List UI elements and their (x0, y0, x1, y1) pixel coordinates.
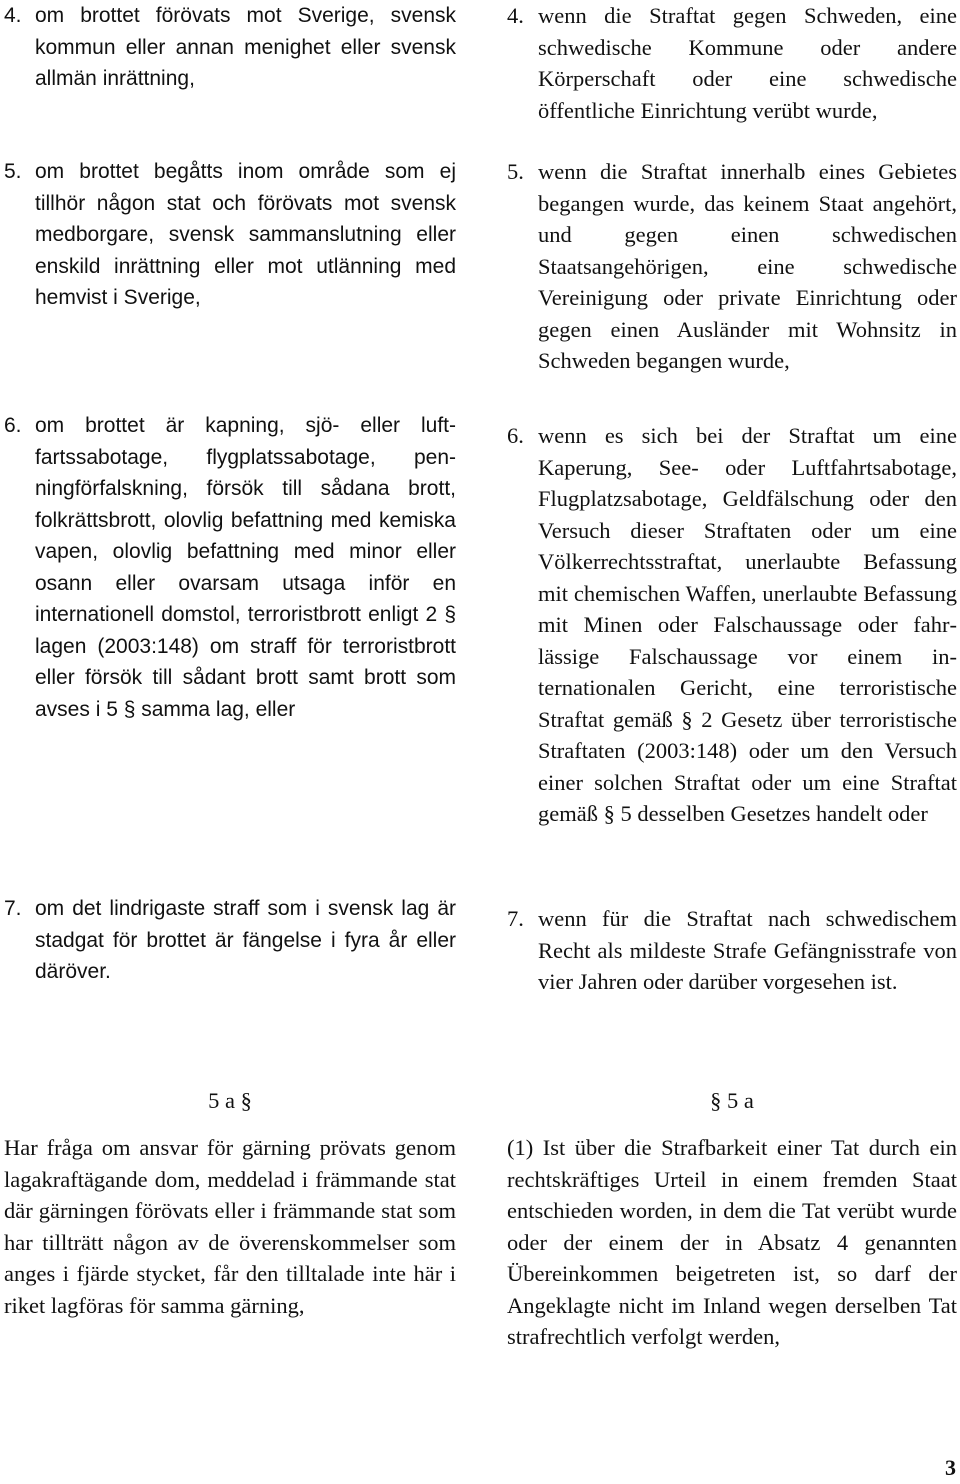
swedish-item-5 (4, 156, 456, 314)
item-number: 4. (4, 4, 22, 27)
item-text: om brottet är kapning, sjö- eller luftfartssabotage, flygplatssabotage, penningförfalskning, försök till sådana brott, folkrättsbrott, olovlig befattning med kemiska vapen, olovlig befattning med minor eller osann eller ovarsam utsaga inför en internationell domstol, terroristbrott enligt 2 § lagen (2003:148) om straff för terroristbrott eller försök till sådant brott samt brott som avses i 5 § samma lag, eller (35, 414, 456, 721)
section-paragraph: Har fråga om ansvar för gärning prövats genom lagakraftägande dom, meddelad i främmande stat där gärningen förövats eller i främmande stat som har tillträtt någon av de överenskommelser som anges i fjärde stycket, får den tilltalade inte här i riket lagföras för samma gärning, (4, 1135, 456, 1318)
item-number: 6. (507, 423, 524, 448)
item-number: 4. (507, 3, 524, 28)
item-text: wenn für die Straftat nach schwedischem Recht als mildeste Strafe Gefängnisstrafe von vier Jahren oder darüber vorgesehen ist. (538, 906, 957, 994)
item-number: 6. (4, 414, 22, 437)
swedish-item-4 (4, 0, 456, 95)
german-item-7 (507, 903, 957, 998)
item-number: 7. (4, 897, 22, 920)
item-text: om brottet förövats mot Sverige, svensk kommun eller annan menighet eller svensk allmän inrättning, (35, 4, 456, 90)
item-number: 5. (4, 160, 22, 183)
item-number: 5. (507, 159, 524, 184)
item-text: wenn es sich bei der Straftat um eine Kaperung, See- oder Luftfahrtsabotage, Flugplatzsabotage, Geldfälschung oder den Versuch dieser Straftaten oder um eine Völkerrechtsstraftat, unerlaubte Befassung mit chemischen Waffen, unerlaubte Befassung mit Minen oder Falschaussage oder fahrlässige Falschaussage vor einem internationalen Gericht, eine terroristische Straftat gemäß § 2 Gesetz über terroristische Straftaten (2003:148) oder um den Versuch einer solchen Straftat oder um eine Straftat gemäß § 5 desselben Gesetzes handelt oder (538, 423, 957, 826)
german-item-6 (507, 420, 957, 830)
german-item-5 (507, 156, 957, 377)
item-text: wenn die Straftat innerhalb eines Gebietes begangen wurde, das keinem Staat angehört, und gegen einen schwedischen Staatsangehörigen, eine schwedische Vereinigung oder private Einrichtung oder gegen einen Ausländer mit Wohnsitz in Schweden begangen wurde, (538, 159, 957, 373)
page-number: 3 (945, 1455, 956, 1480)
section-paragraph: (1) Ist über die Strafbarkeit einer Tat durch ein rechtskräftiges Urteil in einem fremden Staat entschieden worden, in dem die Tat verübt wurde oder der einem der in Absatz 4 genannten Übereinkommen beigetreten ist, so darf der Angeklagte nicht im Inland wegen derselben Tat strafrechtlich verfolgt werden, (507, 1135, 957, 1349)
german-item-4 (507, 0, 957, 126)
item-number: 7. (507, 906, 524, 931)
swedish-item-6 (4, 410, 456, 725)
section-heading: § 5 a (710, 1088, 754, 1113)
section-heading: 5 a § (208, 1088, 252, 1113)
swedish-item-7 (4, 893, 456, 988)
item-text: om det lindrigaste straff som i svensk lag är stadgat för brottet är fängelse i fyra år eller däröver. (35, 897, 456, 983)
item-text: wenn die Straftat gegen Schweden, eine schwedische Kommune oder andere Körperschaft oder eine schwedische öffentliche Einrichtung verübt wurde, (538, 3, 957, 123)
item-text: om brottet begåtts inom område som ej tillhör någon stat och förövats mot svensk medborgare, svensk sammanslutning eller enskild inrättning eller mot utlänning med hemvist i Sverige, (35, 160, 456, 309)
